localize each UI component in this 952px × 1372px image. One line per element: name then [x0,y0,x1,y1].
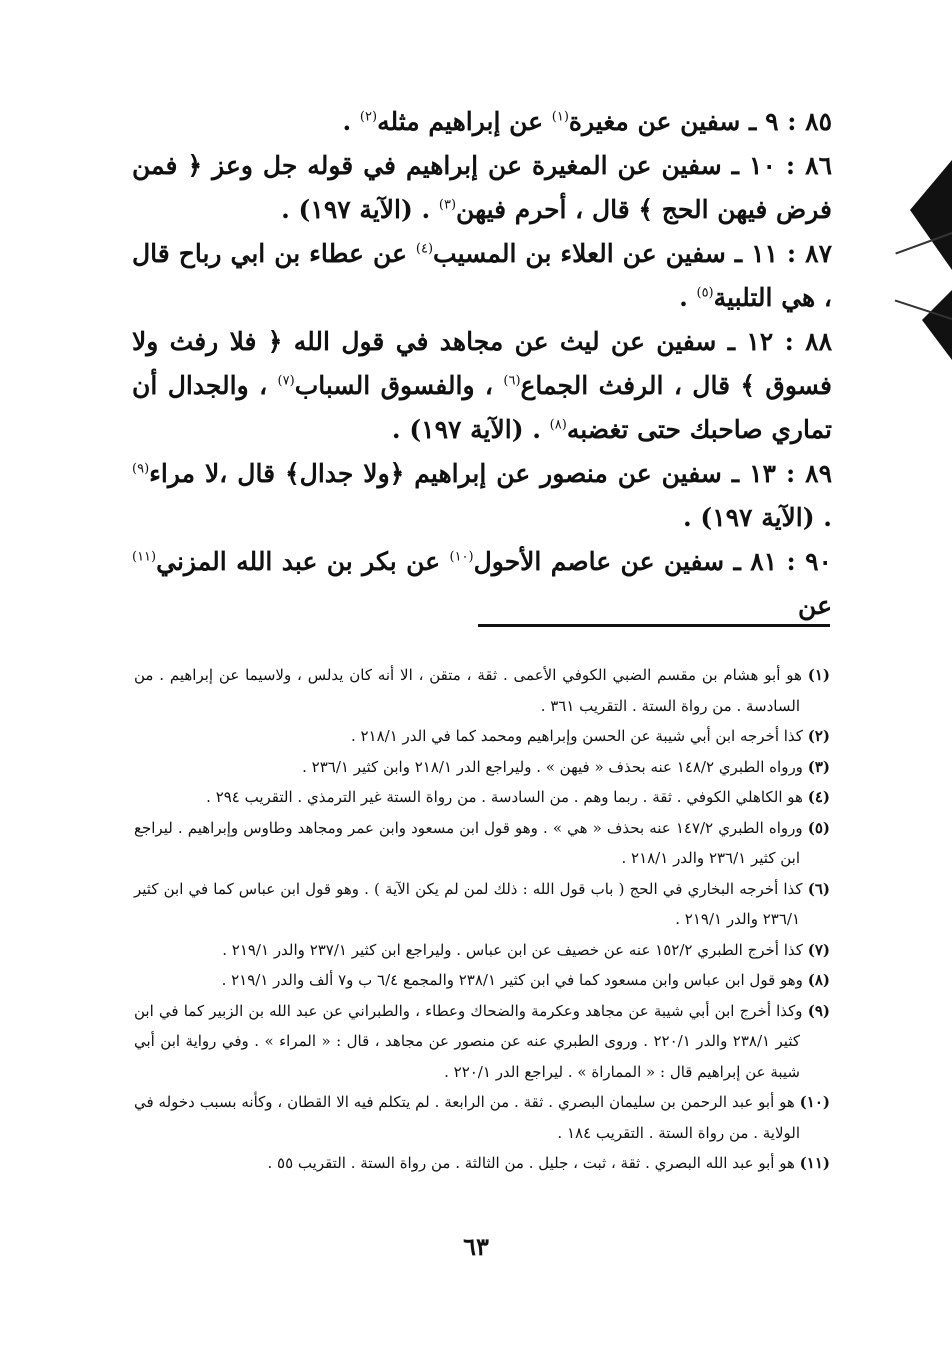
entry-text: . (الآية ١٩٧) . [281,195,439,224]
entry-text: ـ سفين عن مغيرة [568,107,757,136]
footnote-text: وكذا أخرج ابن أبي شيبة عن مجاهد وعكرمة والضحاك وعطاء ، والطبراني عن عبد الله بن الزبير كما في ابن كثير ٢٣٨/١ والدر ٢٢٠/١ . وروى الطبري عنه عن منصور عن مجاهد ، قال : « المراء » . وفي رواية ابن أبي شيبة عن إبراهيم قال : « المماراة » . ليراجع الدر ٢٢٠/١ . [134,1001,803,1081]
footnote-number: (٤) [807,788,830,806]
entry [132,320,832,452]
footnote-ref[interactable]: (١١) [132,549,157,565]
footnote-number: (٦) [807,879,830,898]
footnote [134,813,830,874]
footnote-ref[interactable]: (١) [551,109,569,125]
footnote-number: (٥) [807,818,830,837]
entry [132,452,832,540]
entry-text: ، والجدال أن تماري صاحبك حتى تغضبه [132,371,832,444]
footnote-number: (١٠) [799,1093,830,1111]
footnote-text: كذا أخرجه البخاري في الحج ( باب قول الله : ذلك لمن لم يكن الآية ) . وهو قول ابن عباس كما في ابن كثير ٢٣٦/١ والدر ٢١٩/١ . [134,879,803,928]
footnote-ref[interactable]: (١٠) [449,549,474,565]
footnote-number: (١١) [799,1154,830,1172]
footnote [134,935,830,966]
footnote-ref[interactable]: (٥) [696,285,714,301]
footnote [134,660,830,721]
entry-text: . [679,283,697,312]
footnote [134,752,830,783]
footnotes [134,660,830,1179]
footnote-number: (٢) [807,727,830,745]
page-number: ٦٣ [463,1232,489,1261]
entry-text: ، والفسوق السباب [294,371,504,400]
entry-text: عن بكر بن عبد الله المزني [156,547,450,576]
footnote-text: وهو قول ابن عباس وابن مسعود كما في ابن كثير ٢٣٨/١ والمجمع ٦/٤ ب و٧ ألف والدر ٢١٩/١ . [221,971,803,989]
footnote-ref[interactable]: (٨) [549,417,567,433]
entry-text: ـ سفين عن منصور عن إبراهيم ﴿ولا جدال﴾ قال ،لا مراء [149,459,740,488]
entry-text: . (الآية ١٩٧) . [682,503,832,532]
footnote [134,782,830,813]
entry-number: ٩٠ : ٨١ [750,547,832,576]
footnote-number: (٩) [807,1001,830,1020]
footnote-text: ورواه الطبري ١٤٨/٢ عنه بحذف « فيهن » . وليراجع الدر ٢١٨/١ وابن كثير ٢٣٦/١ . [302,757,803,776]
footnote-text: كذا أخرج الطبري ١٥٢/٢ عنه عن خصيف عن ابن عباس . وليراجع ابن كثير ٢٣٧/١ والدر ٢١٩/١ . [222,940,803,959]
entry-text: عن إبراهيم مثله [377,107,552,136]
entry-text: عن عطاء بن ابي رباح قال ، هي التلبية [132,239,832,312]
footnote-text: كذا أخرجه ابن أبي شيبة عن الحسن وإبراهيم ومحمد كما في الدر ٢١٨/١ . [350,727,803,745]
entry [132,100,832,144]
footnote [134,996,830,1088]
entry [132,144,832,232]
footnote-text: هو أبو هشام بن مقسم الضبي الكوفي الأعمى . ثقة ، متقن ، الا أنه كان يدلس ، ولاسيما عن إبراهيم . من السادسة . من رواة الستة . التقريب ٣٦١ . [134,666,802,715]
footnote-ref[interactable]: (٢) [359,109,378,125]
entry-text: ـ سفين عن العلاء بن المسيب [433,239,743,268]
entry-number: ٨٨ : ١٢ [746,327,832,356]
footnote [134,1087,830,1148]
footnote-ref[interactable]: (٧) [277,373,295,389]
footnote-ref[interactable]: (٤) [415,241,434,257]
footnote-number: (٨) [807,971,830,989]
footnote-number: (٣) [807,757,830,776]
entry-number: ٨٩ : ١٣ [749,459,832,488]
footnote-number: (٧) [807,940,830,959]
entry-number: ٨٥ : ٩ [765,107,832,136]
footnote [134,1148,830,1179]
entry-number: ٨٧ : ١١ [751,239,832,268]
footnote-text: هو أبو عبد الله البصري . ثقة ، ثبت ، جليل . من الثالثة . من رواة الستة . التقريب ٥٥ . [267,1154,795,1172]
entry-number: ٨٦ : ١٠ [749,151,832,180]
footnote-text: ورواه الطبري ١٤٧/٢ عنه بحذف « هي » . وهو قول ابن مسعود وابن عمر ومجاهد وطاوس وإبراهيم . ليراجع ابن كثير ٢٣٦/١ والدر ٢١٨/١ . [134,818,803,867]
footnote-ref[interactable]: (٩) [132,461,150,477]
main-text [132,100,832,628]
entry-text: ـ سفين عن المغيرة عن إبراهيم في قوله جل وعز ﴿ فمن فرض فيهن الحج ﴾ قال ، أحرم فيهن [132,151,832,224]
entry [132,232,832,320]
page-edge-mark [922,290,952,360]
entry-text: ـ سفين عن عاصم الأحول [473,547,741,576]
footnote [134,721,830,752]
footnote-number: (١) [807,666,830,684]
footnote-text: هو الكاهلي الكوفي . ثقة . ربما وهم . من السادسة . من رواة الستة غير الترمذي . التقريب ٢٩٤ . [206,788,803,806]
entry-text: عن [798,591,832,620]
footnote-text: هو أبو عبد الرحمن بن سليمان البصري . ثقة . من الرابعة . لم يتكلم فيه الا القطان ، وكأنه بسبب دخوله في الولاية . من رواة الستة . التقريب ١٨٤ . [134,1093,800,1142]
entry-text: ـ سفين عن ليث عن مجاهد في قول الله ﴿ فلا رفث ولا فسوق ﴾ قال ، الرفث الجماع [132,327,833,400]
footnote-ref[interactable]: (٣) [438,197,457,213]
entry-text: . (الآية ١٩٧) . [391,415,550,444]
footnote [134,874,830,935]
entry [132,540,832,628]
footnote-separator [478,624,830,627]
footnote [134,965,830,996]
entry-text: . [342,107,360,136]
footnote-ref[interactable]: (٦) [503,373,521,389]
page-edge-mark [910,160,952,270]
